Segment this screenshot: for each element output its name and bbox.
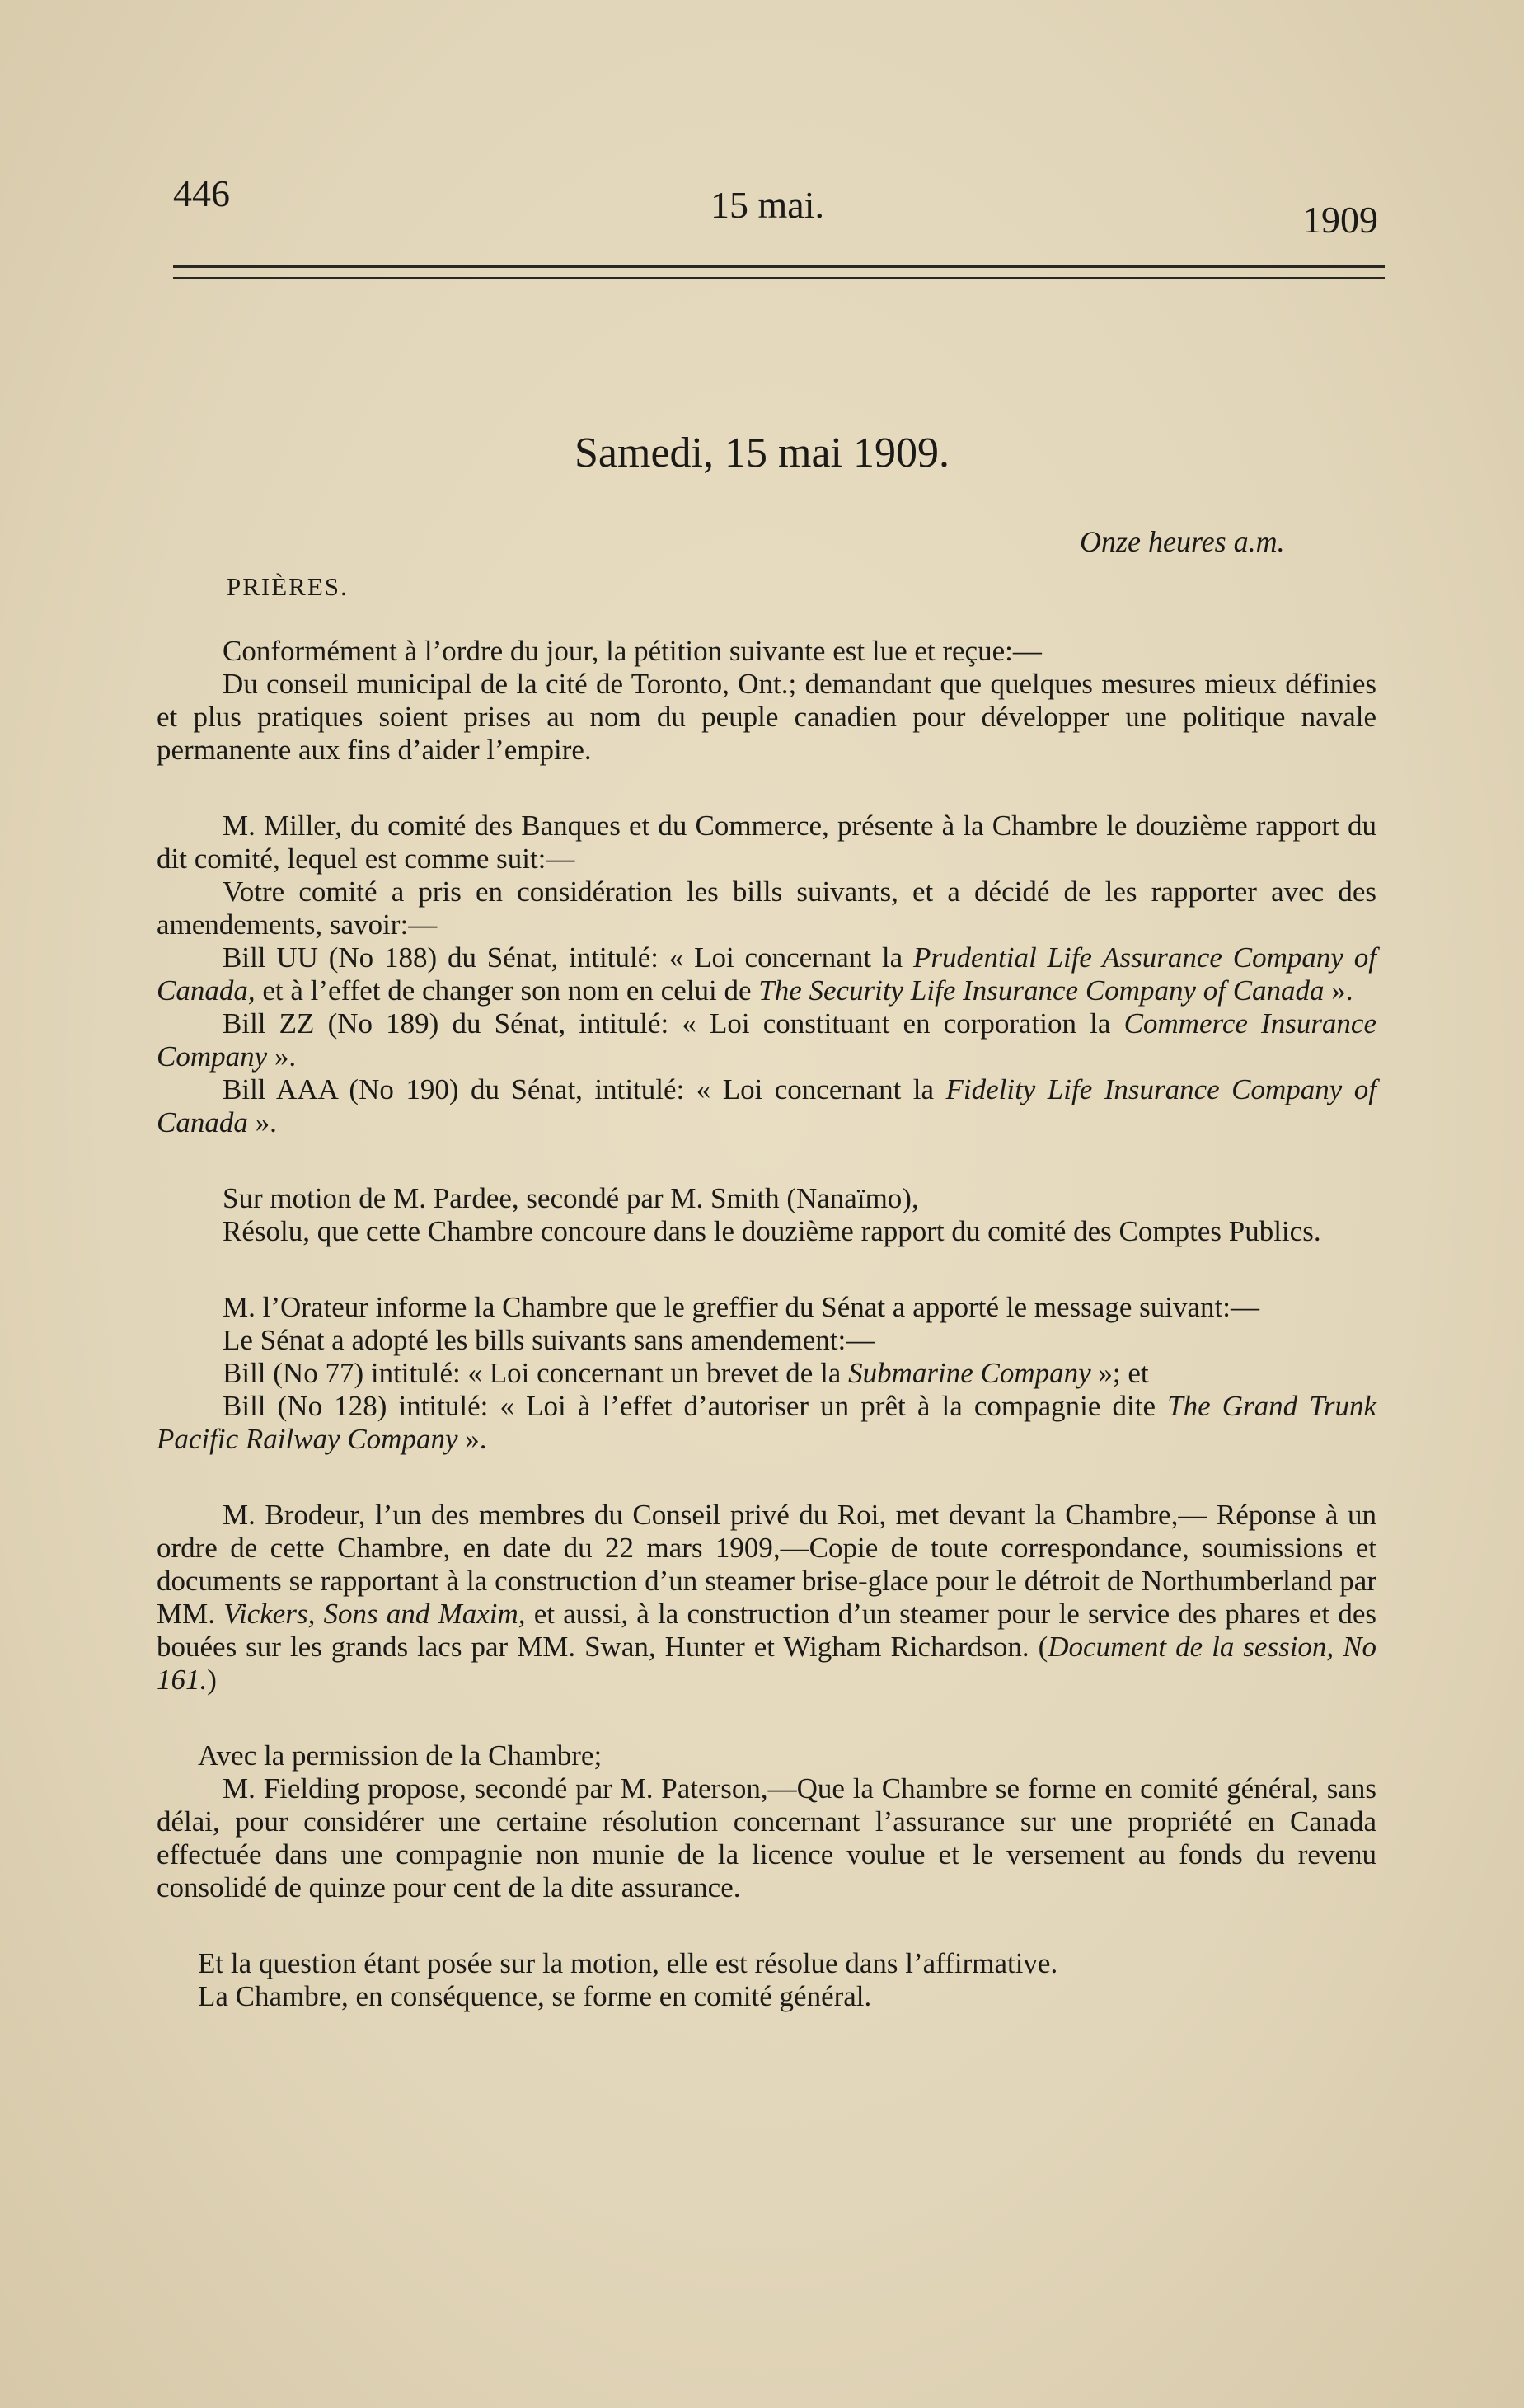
paragraph: M. Miller, du comité des Banques et du Commerce, présente à la Chambre le douzième rapport du dit comité, lequel est comme suit:— bbox=[157, 810, 1376, 875]
paragraph: Sur motion de M. Pardee, secondé par M. Smith (Nanaïmo), bbox=[223, 1182, 919, 1214]
paragraph: Conformément à l’ordre du jour, la pétition suivante est lue et reçue:— bbox=[223, 635, 1042, 667]
paragraph: Bill UU (No 188) du Sénat, intitulé: « Loi concernant la Prudential Life Assurance Company of Canada, et à l’effet de changer son nom en celui de The Security Life Insurance Company of Canada ». bbox=[157, 941, 1376, 1007]
paragraph: Bill AAA (No 190) du Sénat, intitulé: « Loi concernant la Fidelity Life Insurance Company of Canada ». bbox=[157, 1073, 1376, 1138]
page-number: 446 bbox=[173, 172, 230, 214]
paragraph: M. l’Orateur informe la Chambre que le greffier du Sénat a apporté le message suivant:— bbox=[223, 1291, 1259, 1323]
paragraph: Bill (No 77) intitulé: « Loi concernant un brevet de la Submarine Company »; et bbox=[223, 1357, 1149, 1389]
paragraph: Bill ZZ (No 189) du Sénat, intitulé: « Loi constituant en corporation la Commerce Insurance Company ». bbox=[157, 1007, 1377, 1073]
paragraph: Du conseil municipal de la cité de Toronto, Ont.; demandant que quelques mesures mieux définies et plus pratiques soient prises au nom du peuple canadien pour développer une politique navale permanente aux fins d’aider l’empire. bbox=[157, 668, 1376, 766]
header-year: 1909 bbox=[1302, 199, 1378, 241]
paragraph: M. Fielding propose, secondé par M. Paterson,—Que la Chambre se forme en comité général, sans délai, pour considérer une certaine résolution concernant l’assurance sur une propriété en Canada effectuée dans une compagnie non munie de la licence voulue et le versement au fonds du revenu consolidé de quinze pour cent de la dite assurance. bbox=[157, 1772, 1376, 1903]
paragraph: La Chambre, en conséquence, se forme en comité général. bbox=[198, 1980, 872, 2012]
header-date: 15 mai. bbox=[710, 184, 824, 226]
paragraph: Résolu, que cette Chambre concoure dans le douzième rapport du comité des Comptes Publics. bbox=[223, 1215, 1321, 1247]
header-rule-bottom bbox=[173, 277, 1385, 279]
paragraph: Avec la permission de la Chambre; bbox=[198, 1739, 603, 1772]
paragraph: Votre comité a pris en considération les bills suivants, et a décidé de les rapporter avec des amendements, savoir:— bbox=[157, 875, 1376, 941]
page-title: Samedi, 15 mai 1909. bbox=[574, 429, 950, 476]
paragraph: Et la question étant posée sur la motion, elle est résolue dans l’affirmative. bbox=[198, 1947, 1058, 1979]
header-rule-top bbox=[173, 265, 1385, 268]
paragraph: Bill (No 128) intitulé: « Loi à l’effet d’autoriser un prêt à la compagnie dite The Grand Trunk Pacific Railway Company ». bbox=[157, 1390, 1376, 1455]
minutes-body bbox=[157, 635, 1376, 2013]
prieres-heading: PRIÈRES. bbox=[227, 572, 349, 601]
sitting-time: Onze heures a.m. bbox=[1080, 525, 1285, 558]
paragraph: Le Sénat a adopté les bills suivants sans amendement:— bbox=[223, 1324, 875, 1356]
paragraph: M. Brodeur, l’un des membres du Conseil privé du Roi, met devant la Chambre,— Réponse à un ordre de cette Chambre, en date du 22 mars 1909,—Copie de toute correspondance, soumissions et documents se rapportant à la construction d’un steamer brise-glace pour le détroit de Northumberland par MM. Vickers, Sons and Maxim, et aussi, à la construction d’un steamer pour le service des phares et des bouées sur les grands lacs par MM. Swan, Hunter et Wigham Richardson. (Document de la session, No 161.) bbox=[157, 1499, 1376, 1696]
